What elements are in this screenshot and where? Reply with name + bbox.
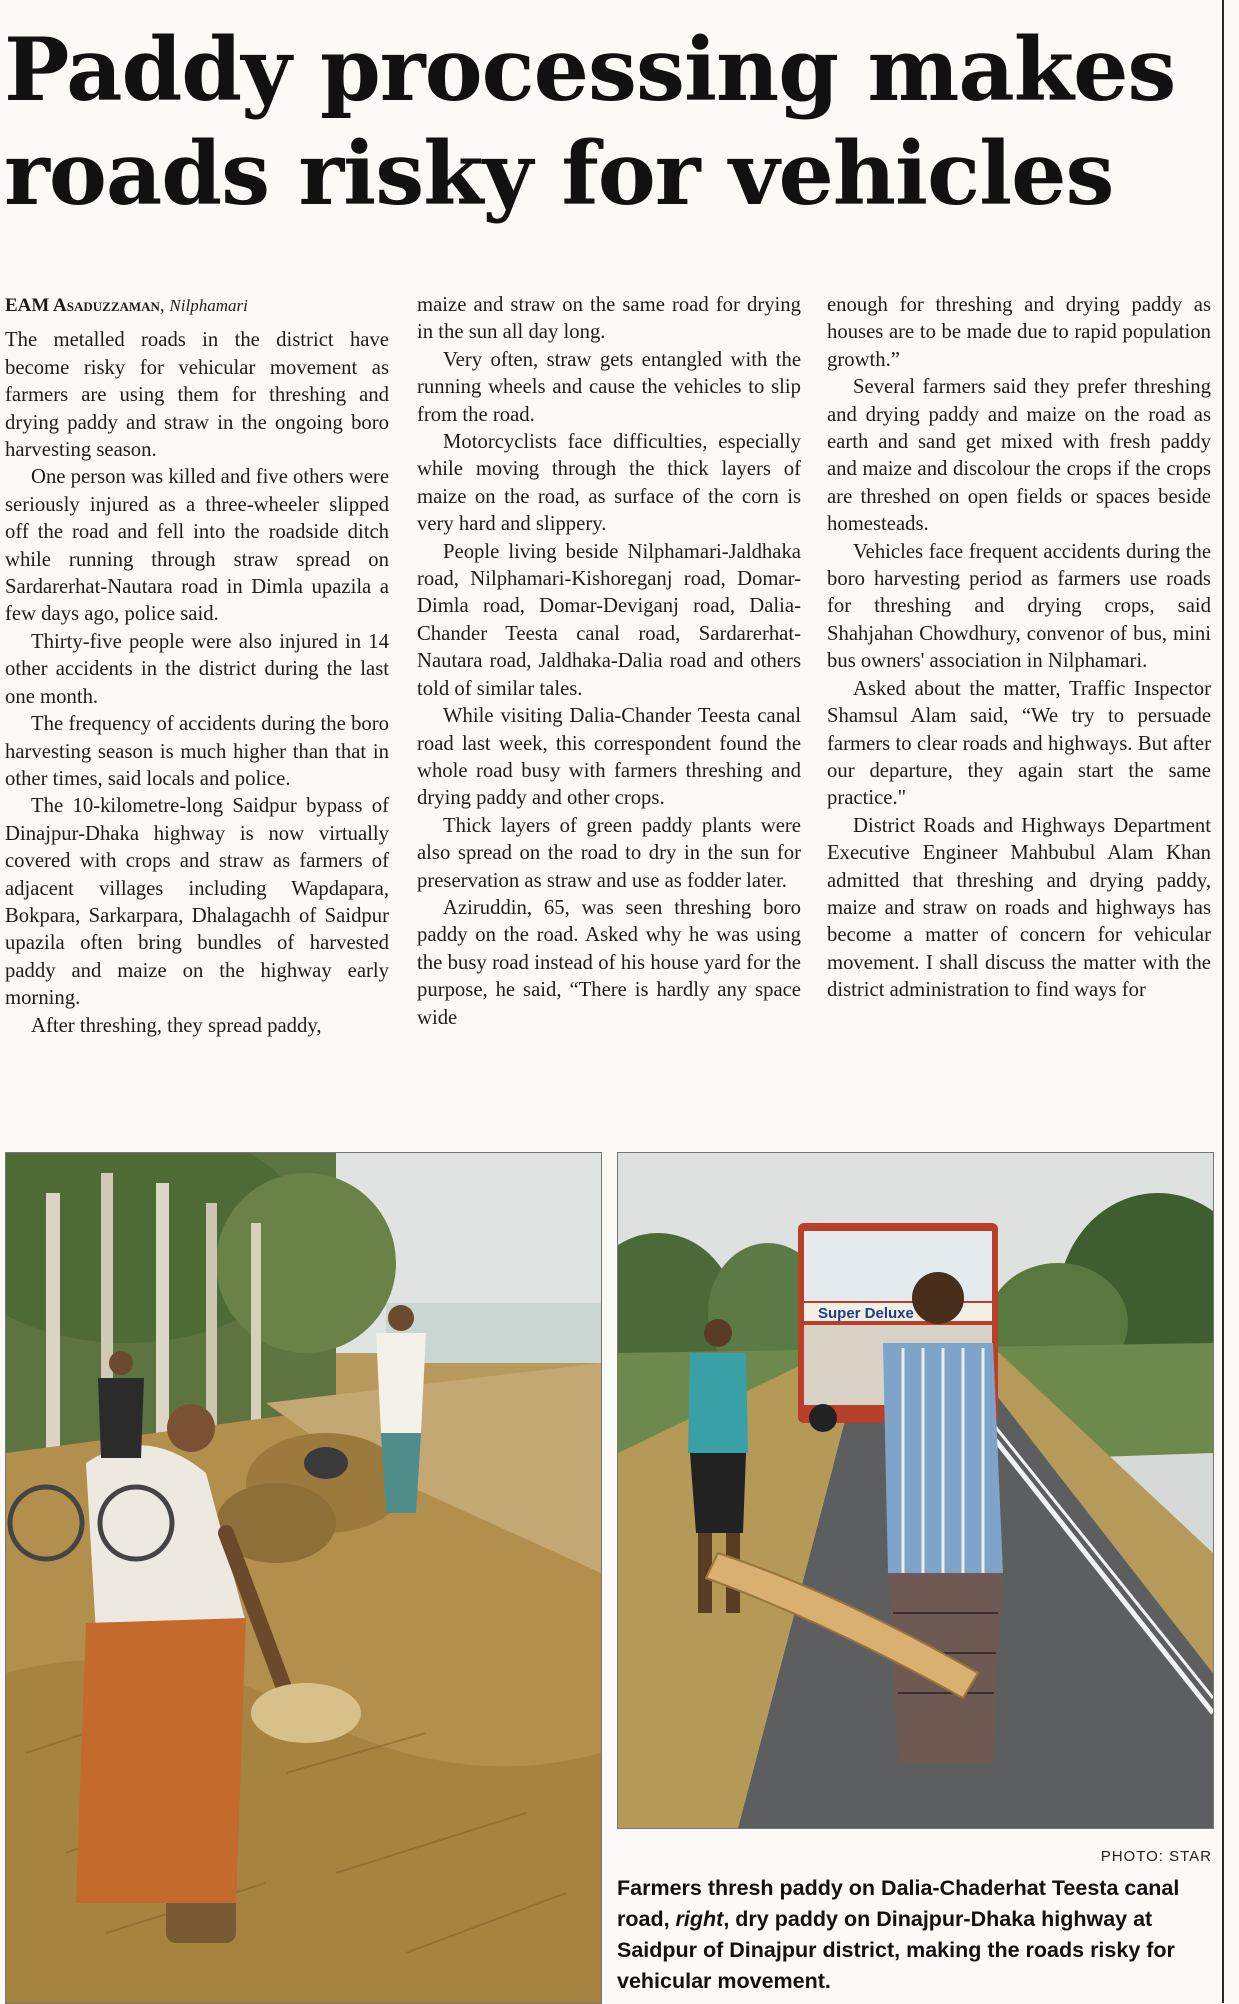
- headline: Paddy processing makes roads risky for vehicles: [4, 18, 1176, 225]
- caption-part-2: , dry paddy on Dinajpur-Dhaka highway at Saidpur of Dinajpur district, making the roads risky for vehicular movement.: [617, 1907, 1175, 1993]
- paragraph: People living beside Nilphamari-Jaldhaka road, Nilphamari-Kishoreganj road, Domar-Dimla road, Domar-Deviganj road, Dalia-Chander Teesta canal road, Sardarerhat-Nautara road, Jaldhaka-Dalia road and others told of similar tales.: [417, 540, 801, 700]
- paragraph: After threshing, they spread paddy,: [31, 1014, 322, 1037]
- photo-caption: [617, 1873, 1215, 1997]
- paragraph: Asked about the matter, Traffic Inspector Shamsul Alam said, “We try to persuade farmers to clear roads and highways. But after our departure, they again start the same practice.": [827, 677, 1211, 810]
- byline-author: EAM Asaduzzaman: [5, 295, 160, 316]
- paragraph: District Roads and Highways Department Executive Engineer Mahbubul Alam Khan admitted that threshing and drying paddy, maize and straw on roads and highways has become a matter of concern for vehicular movement. I shall discuss the matter with the district administration to find ways for: [827, 814, 1211, 1002]
- paragraph: The 10-kilometre-long Saidpur bypass of Dinajpur-Dhaka highway is now virtually covered with crops and straw as farmers of adjacent villages including Wapdapara, Bokpara, Sarkarpara, Dhalagachh of Saidpur upazila often bring bundles of harvested paddy and maize on the highway early morning.: [5, 795, 389, 1010]
- paragraph: The metalled roads in the district have become risky for vehicular movement as farmers are using them for threshing and drying paddy and straw in the ongoing boro harvesting season.: [5, 329, 389, 462]
- article-column-2: [417, 292, 801, 1032]
- paragraph: Several farmers said they prefer threshing and drying paddy and maize on the road as earth and sand get mixed with fresh paddy and maize and discolour the crops if the crops are threshed on open fields or spaces beside homesteads.: [827, 376, 1211, 536]
- byline: EAM Asaduzzaman, Nilphamari: [5, 295, 248, 316]
- photo-highway-drying: [617, 1152, 1214, 1829]
- photo-credit: PHOTO: STAR: [1100, 1848, 1212, 1865]
- paragraph: Aziruddin, 65, was seen threshing boro paddy on the road. Asked why he was using the busy road instead of his house yard for the purpose, he said, “There is hardly any space wide: [417, 896, 801, 1029]
- paragraph: One person was killed and five others were seriously injured as a three-wheeler slipped off the road and fell into the roadside ditch while running through straw spread on Sardarerhat-Nautara road in Dimla upazila a few days ago, police said.: [5, 466, 389, 626]
- article-column-3: [827, 292, 1211, 1005]
- photo-threshing-paddy: [5, 1152, 602, 2004]
- paragraph: Very often, straw gets entangled with the running wheels and cause the vehicles to slip from the road.: [417, 348, 801, 426]
- byline-location: Nilphamari: [169, 296, 248, 315]
- paragraph: Thirty-five people were also injured in 14 other accidents in the district during the last one month.: [5, 630, 389, 708]
- paragraph: Motorcyclists face difficulties, especially while moving through the thick layers of maize on the road, as surface of the corn is very hard and slippery.: [417, 431, 801, 536]
- paragraph: While visiting Dalia-Chander Teesta canal road last week, this correspondent found the whole road busy with farmers threshing and drying paddy and other crops.: [417, 705, 801, 810]
- bus-sign-text: Super Deluxe: [818, 1305, 914, 1322]
- paragraph: Vehicles face frequent accidents during the boro harvesting period as farmers use roads for threshing and drying crops, said Shahjahan Chowdhury, convenor of bus, mini bus owners' association in Nilphamari.: [827, 540, 1211, 673]
- page-edge-rule: [1222, 0, 1224, 2003]
- article-column-1: [5, 292, 389, 1040]
- photo-highway-illustration: [618, 1153, 1213, 1828]
- paragraph: The frequency of accidents during the boro harvesting season is much higher than that in other times, said locals and police.: [5, 713, 389, 790]
- paragraph: enough for threshing and drying paddy as houses are to be made due to rapid population growth.”: [827, 294, 1211, 371]
- paragraph: Thick layers of green paddy plants were also spread on the road to dry in the sun for preservation as straw and use as fodder later.: [417, 814, 801, 892]
- photo-threshing-illustration: [6, 1153, 601, 2003]
- caption-emphasis: right: [675, 1907, 724, 1931]
- paragraph: maize and straw on the same road for drying in the sun all day long.: [417, 294, 801, 344]
- caption-part-1: Farmers thresh paddy on Dalia-Chaderhat Teesta canal road,: [617, 1876, 1180, 1931]
